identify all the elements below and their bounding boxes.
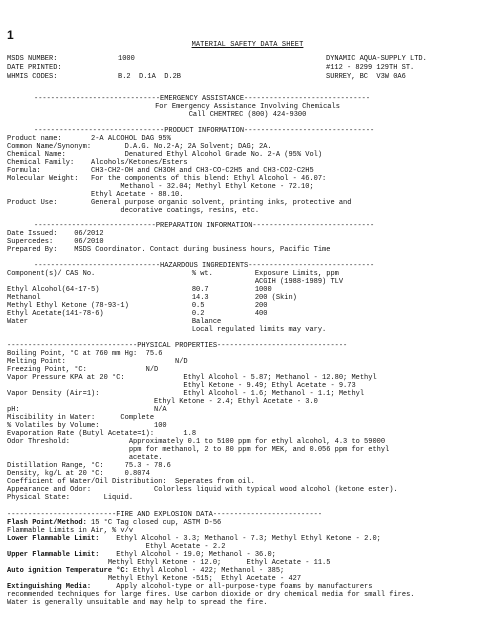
physical-row: Appearance and Odor: Colorless liquid with typical wood alcohol (ketone ester). [7,486,398,494]
hazardous-row: Ethyl Alcohol(64-17-5) 80.7 1000 [7,286,272,294]
physical-row: Vapor Density (Air=1): Ethyl Alcohol - 1.6; Methanol - 1.1; Methyl [7,390,365,398]
flammable-limits-heading: Flammable Limits in Air, % v/v [7,527,134,535]
physical-row: Physical State: Liquid. [7,494,134,502]
physical-row: Density, kg/L at 20 °C: 0.8074 [7,470,150,478]
auto-ignition-label: Auto ignition Temperature °C: [7,567,129,575]
auto-ignition-cont: Methyl Ethyl Ketone -515; Ethyl Acetate - 427 [7,575,302,583]
physical-row: Coefficient of Water/Oil Distribution: Seperates from oil. [7,478,255,486]
lower-flammable-label: Lower Flammable Limit: [7,535,100,543]
company-address-2: SURREY, BC V3W 0A6 [326,73,406,81]
company-name: DYNAMIC AQUA-SUPPLY LTD. [326,55,427,63]
physical-row: Ethyl Ketone - 2.4; Ethyl Acetate - 3.0 [7,398,318,406]
upper-flammable-label: Upper Flammable Limit: [7,551,100,559]
preparation-row: Supercedes: 06/2010 [7,238,104,246]
msds-number-value: 1000 [118,55,135,63]
flash-point-value: 15 °C Tag closed cup, ASTM D-56 [86,519,222,527]
product-row: Product name: 2-A ALCOHOL DAG 95% [7,135,171,143]
flash-point-label: Flash Point/Method: [7,519,87,527]
product-row: Methanol - 32.04; Methyl Ethyl Ketone - 72.10; [7,183,314,191]
hazardous-row: Ethyl Acetate(141-78-6) 0.2 400 [7,310,268,318]
extinguishing-media-cont: recommended techniques for large fires. Use carbon dioxide or dry chemical media for small fires. [7,591,415,599]
extinguishing-media-value: Apply alcohol-type or all-purpose-type foams by manufacturers [91,583,373,591]
company-address-1: #112 - 8299 129TH ST. [326,64,415,72]
product-row: Formula: CH3-CH2-OH and CH3OH and CH3-CO-C2H5 and CH3-CO2-C2H5 [7,167,314,175]
upper-flammable-cont: Methyl Ethyl Ketone - 12.0; Ethyl Acetate - 11.5 [7,559,331,567]
date-printed-label: DATE PRINTED: [7,64,62,72]
hazardous-row: Component(s)/ CAS No. % wt. Exposure Limits, ppm [7,270,339,278]
lower-flammable-cont: Ethyl Acetate - 2.2 [7,543,226,551]
page-number: 1 [7,28,14,42]
emergency-rule: ------------------------------EMERGENCY ASSISTANCE------------------------------ [34,95,371,103]
product-row: Molecular Weight: For the components of this blend: Ethyl Alcohol - 46.07: [7,175,327,183]
hazardous-row: Methanol 14.3 200 (Skin) [7,294,297,302]
emergency-line-2: Call CHEMTREC (800) 424-9300 [188,111,307,119]
physical-row: Vapor Pressure KPA at 20 °C: Ethyl Alcohol - 5.87; Methanol - 12.80; Methyl [7,374,377,382]
hazardous-rule: ------------------------------HAZARDOUS INGREDIENTS------------------------------ [34,262,375,270]
extinguishing-media-label: Extinguishing Media: [7,583,92,591]
upper-flammable-value: Ethyl Alcohol - 19.0; Methanol - 36.0; [99,551,276,559]
physical-row: Odor Threshold: Approximately 0.1 to 5100 ppm for ethyl alcohol, 4.3 to 59000 [7,438,386,446]
product-row: Ethyl Acetate - 88.10. [7,191,184,199]
extinguishing-media-cont: Water is generally unsuitable and may help to spread the fire. [7,599,268,607]
whmis-codes-value: B.2 D.1A D.2B [118,73,182,81]
physical-row: Distillation Range, °C: 75.3 - 78.6 [7,462,171,470]
hazardous-row: Water Balance [7,318,222,326]
msds-number-label: MSDS NUMBER: [7,55,58,63]
product-row: Chemical Name: Denatured Ethyl Alcohol Grade No. 2-A (95% Vol) [7,151,323,159]
product-row: Common Name/Synonym: D.A.G. No.2-A; 2A Solvent; DAG; 2A. [7,143,272,151]
preparation-row: Date Issued: 06/2012 [7,230,104,238]
physical-row: Ethyl Ketone - 9.49; Ethyl Acetate - 9.73 [7,382,356,390]
physical-row: pH: N/A [7,406,167,414]
physical-rule: -------------------------------PHYSICAL PROPERTIES------------------------------- [7,342,348,350]
product-row: decorative coatings, resins, etc. [7,207,260,215]
fire-rule: --------------------------FIRE AND EXPLOSION DATA-------------------------- [7,511,323,519]
product-row: Product Use: General purpose organic solvent, printing inks, protective and [7,199,352,207]
hazardous-row: ACGIH (1988-1989) TLV [7,278,344,286]
whmis-codes-label: WHMIS CODES: [7,73,58,81]
preparation-rule: -----------------------------PREPARATION INFORMATION----------------------------- [34,222,375,230]
emergency-line-1: For Emergency Assistance Involving Chemicals [155,103,340,111]
physical-row: ppm for methanol, 2 to 80 ppm for MEK, and 0.056 ppm for ethyl [7,446,390,454]
product-rule: -------------------------------PRODUCT INFORMATION------------------------------- [34,127,375,135]
physical-row: Freezing Point, °C: N/D [7,366,159,374]
physical-row: % Volatiles by Volume: 100 [7,422,167,430]
product-row: Chemical Family: Alcohols/Ketones/Esters [7,159,188,167]
physical-row: Melting Point: N/D [7,358,188,366]
auto-ignition-value: Ethyl Alcohol - 422; Methanol - 385; [128,567,285,575]
hazardous-row: Local regulated limits may vary. [7,326,327,334]
physical-row: acetate. [7,454,163,462]
lower-flammable-value: Ethyl Alcohol - 3.3; Methanol - 7.3; Methyl Ethyl Ketone - 2.0; [99,535,381,543]
preparation-row: Prepared By: MSDS Coordinator. Contact during business hours, Pacific Time [7,246,331,254]
physical-row: Miscibility in Water: Complete [7,414,155,422]
document-title: MATERIAL SAFETY DATA SHEET [191,41,304,49]
physical-row: Evaporation Rate (Butyl Acetate=1): 1.8 [7,430,197,438]
hazardous-row: Methyl Ethyl Ketone (78-93-1) 0.5 200 [7,302,268,310]
physical-row: Boiling Point, °C at 760 mm Hg: 75.6 [7,350,163,358]
